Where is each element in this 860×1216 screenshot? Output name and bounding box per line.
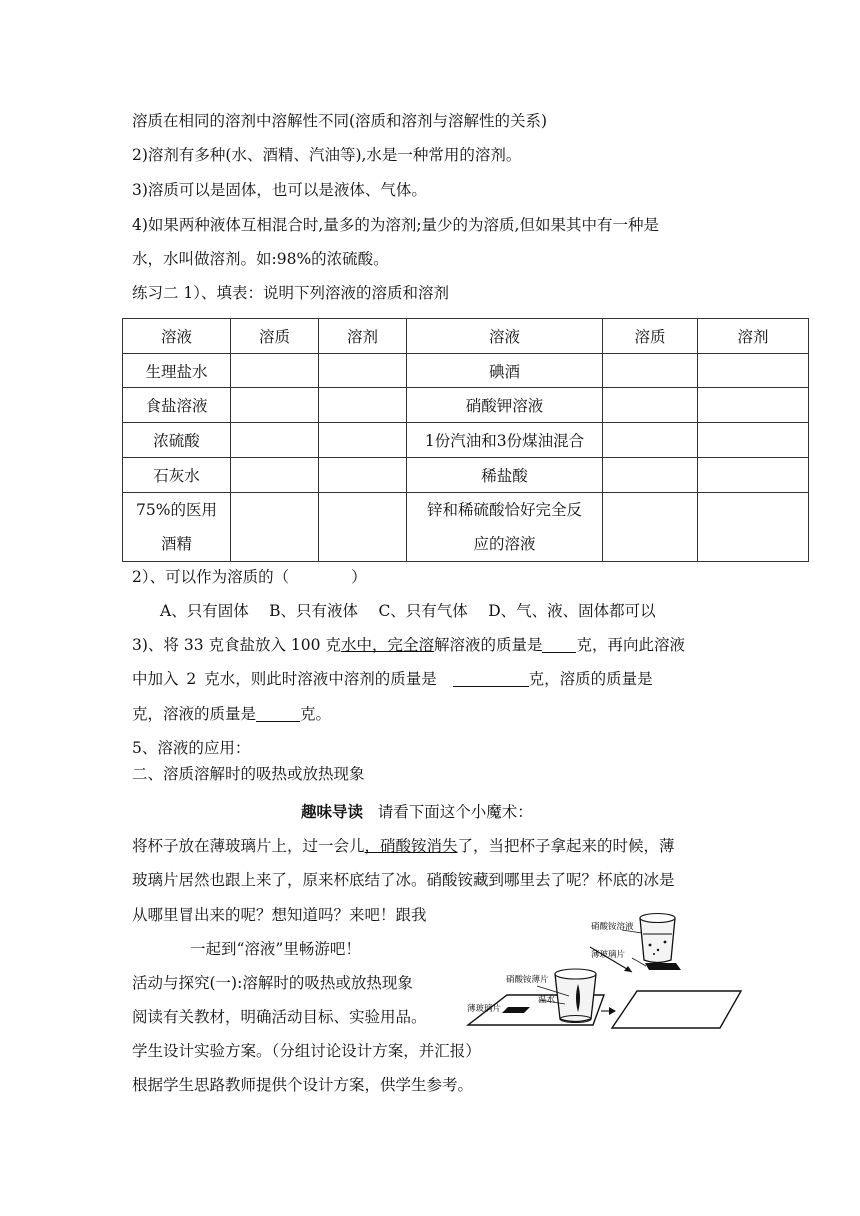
label-glass-top: 薄玻璃片 [591,950,626,960]
cell-line: 锌和稀硫酸恰好完全反 [426,501,582,519]
table-row [123,423,809,458]
solute-solvent-table [122,318,809,562]
text-line: 4)如果两种液体互相混合时,量多的为溶剂;量少的为溶质,但如果其中有一种是 [132,216,659,234]
blank-cell[interactable] [698,493,809,562]
label-solution: 硝酸铵溶液 [591,922,634,932]
table-header: 溶液 [123,319,231,354]
question-2-options: A、只有固体 B、只有液体 C、只有气体 D、气、液、固体都可以 [160,602,656,620]
crystal-sheet-shape [502,1007,530,1013]
blank-cell[interactable] [319,423,407,458]
table-cell [407,493,603,562]
table-row [123,458,809,493]
reading-paragraph-line [132,835,675,857]
reading-title-line [301,801,533,823]
reading-paragraph-line: 根据学生思路教师提供个设计方案，供学生参考。 [132,1076,474,1094]
blank-cell[interactable] [319,493,407,562]
blank-cell[interactable] [319,354,407,388]
table-cell [123,493,231,562]
activity-heading: 活动与探究(一):溶解时的吸热或放热现象 [132,974,413,992]
underlined-run: ，硝酸铵消失 [364,837,458,855]
text-run: 克，溶液的质量是 [132,705,257,723]
cell-line: 应的溶液 [473,535,536,553]
underlined-run: 水中，完全溶 [340,636,434,654]
reading-subtitle: 请看下面这个小魔术： [377,803,533,821]
blank-cell[interactable] [603,388,698,423]
question-3-line-3 [132,703,331,725]
cell-line: 75%的医用 [136,501,217,519]
blank-cell[interactable] [603,458,698,493]
blank-cell[interactable] [231,354,319,388]
blank-cell[interactable] [698,388,809,423]
section-5-heading: 5、溶液的应用： [132,739,251,757]
answer-blank[interactable] [256,705,300,722]
text-run: 了，当把杯子拿起来的时候，薄 [457,837,675,855]
text-run: 克，溶质的质量是 [528,670,653,688]
table-header: 溶质 [603,319,698,354]
answer-blank[interactable] [542,636,576,653]
answer-blank[interactable] [453,670,529,687]
reading-paragraph-line: 一起到“溶液”里畅游吧！ [190,940,361,958]
text-run: 3)、将 33 克食盐放入 100 克 [132,636,341,654]
blank-cell[interactable] [603,354,698,388]
table-header: 溶剂 [319,319,407,354]
text-line: 水，水叫做溶剂。如:98%的浓硫酸。 [132,250,389,268]
blank-cell[interactable] [231,458,319,493]
glass-plate-stuck-shape [645,963,681,970]
arrow-right-icon [609,1007,616,1015]
label-crystal: 硝酸铵薄片 [506,975,549,985]
table-header: 溶质 [231,319,319,354]
table-header: 溶液 [407,319,603,354]
blank-cell[interactable] [603,493,698,562]
label-water: 温水 [538,995,556,1005]
table-header: 溶剂 [698,319,809,354]
text-run: 克，再向此溶液 [576,636,685,654]
blank-cell[interactable] [698,458,809,493]
table-cell: 生理盐水 [123,354,231,388]
text-line: 3)溶质可以是固体，也可以是液体、气体。 [132,181,427,199]
table-row [123,493,809,562]
reading-paragraph-line: 学生设计实验方案。（分组讨论设计方案，并汇报） [132,1042,481,1060]
question-3-line-1 [132,634,685,656]
blank-cell[interactable] [319,458,407,493]
table-cell: 1份汽油和3份煤油混合 [407,423,603,458]
section-2-heading: 二、溶质溶解时的吸热或放热现象 [132,765,365,783]
blank-cell[interactable] [698,354,809,388]
blank-cell[interactable] [231,423,319,458]
label-glass-bottom: 薄玻璃片 [467,1004,502,1014]
blank-cell[interactable] [231,493,319,562]
text-run: 将杯子放在薄玻璃片上，过一会儿 [132,837,365,855]
text-run: 中加入 2 克水，则此时溶液中溶剂的质量是 [132,670,437,688]
reading-paragraph-line: 从哪里冒出来的呢？想知道吗？来吧！跟我 [132,906,427,924]
table-row [123,354,809,388]
glass-plate-shape [612,991,741,1028]
cell-line: 酒精 [160,535,192,553]
reading-paragraph-line: 玻璃片居然也跟上来了，原来杯底结了冰。硝酸铵藏到哪里去了呢？杯底的冰是 [132,871,675,889]
table-cell: 碘酒 [407,354,603,388]
reading-title: 趣味导读 [301,803,364,821]
question-2-stem: 2）、可以作为溶质的（ ） [132,568,367,586]
text-line: 溶质在相同的溶剂中溶解性不同(溶质和溶剂与溶解性的关系) [132,112,548,130]
experiment-illustration [462,912,752,1037]
text-run: 解溶液的质量是 [433,636,543,654]
text-line: 2)溶剂有多种(水、酒精、汽油等),水是一种常用的溶剂。 [132,146,522,164]
text-run: 克。 [300,705,332,723]
table-row [123,388,809,423]
reading-paragraph-line: 阅读有关教材，明确活动目标、实验用品。 [132,1008,427,1026]
question-3-line-2 [132,668,653,690]
table-cell: 硝酸钾溶液 [407,388,603,423]
blank-cell[interactable] [698,423,809,458]
table-cell: 浓硫酸 [123,423,231,458]
exercise-heading: 练习二 1）、填表：说明下列溶液的溶质和溶剂 [132,284,450,302]
blank-cell[interactable] [319,388,407,423]
blank-cell[interactable] [603,423,698,458]
table-cell: 食盐溶液 [123,388,231,423]
blank-cell[interactable] [231,388,319,423]
table-cell: 石灰水 [123,458,231,493]
table-cell: 稀盐酸 [407,458,603,493]
